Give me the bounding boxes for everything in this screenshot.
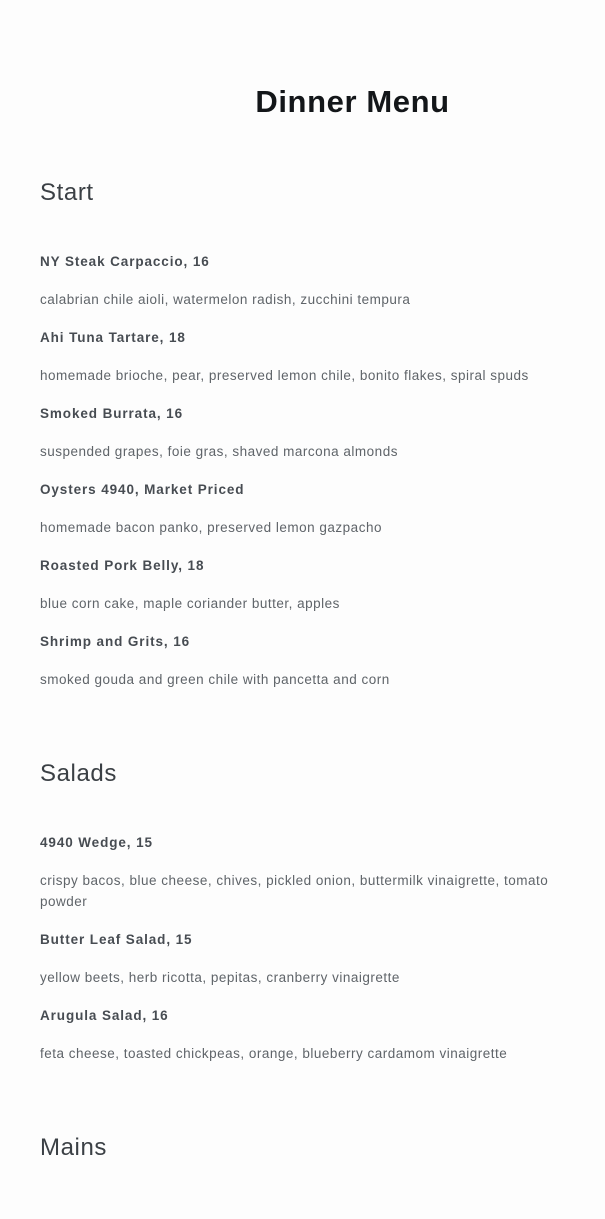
menu-section [40, 1134, 577, 1162]
menu-item-name: Arugula Salad, 16 [40, 1008, 169, 1023]
menu-item-description: yellow beets, herb ricotta, pepitas, cranberry vinaigrette [40, 970, 400, 985]
menu-item-description: smoked gouda and green chile with pancetta and corn [40, 672, 390, 687]
menu-section [40, 179, 577, 690]
section-items [40, 832, 577, 1064]
section-items [40, 251, 577, 690]
menu-item [40, 1005, 577, 1064]
menu-item [40, 631, 577, 690]
menu-item [40, 832, 577, 912]
menu-item [40, 251, 577, 310]
menu-item-name: Ahi Tuna Tartare, 18 [40, 330, 186, 345]
menu-item-name: Smoked Burrata, 16 [40, 406, 183, 421]
menu-item-description: calabrian chile aioli, watermelon radish, zucchini tempura [40, 292, 411, 307]
menu-item-name: Shrimp and Grits, 16 [40, 634, 191, 649]
menu-sections [40, 179, 577, 1162]
menu-item [40, 479, 577, 538]
section-heading: Salads [40, 760, 117, 787]
menu-item [40, 403, 577, 462]
menu-item-name: NY Steak Carpaccio, 16 [40, 254, 210, 269]
section-heading: Mains [40, 1134, 108, 1161]
menu-section [40, 760, 577, 1064]
menu-item-description: blue corn cake, maple coriander butter, apples [40, 596, 340, 611]
menu-item-description: homemade bacon panko, preserved lemon gazpacho [40, 520, 382, 535]
menu-item [40, 327, 577, 386]
menu-item-name: Butter Leaf Salad, 15 [40, 932, 193, 947]
menu-item-name: 4940 Wedge, 15 [40, 835, 153, 850]
menu-item-description: feta cheese, toasted chickpeas, orange, blueberry cardamom vinaigrette [40, 1046, 508, 1061]
section-heading: Start [40, 179, 94, 206]
menu-item-name: Roasted Pork Belly, 18 [40, 558, 205, 573]
menu-item [40, 555, 577, 614]
page-title: Dinner Menu [255, 84, 450, 119]
menu-item-description: crispy bacos, blue cheese, chives, pickled onion, buttermilk vinaigrette, tomato powder [40, 873, 549, 909]
menu-item [40, 929, 577, 988]
menu-item-name: Oysters 4940, Market Priced [40, 482, 245, 497]
menu-item-description: suspended grapes, foie gras, shaved marcona almonds [40, 444, 398, 459]
menu-item-description: homemade brioche, pear, preserved lemon chile, bonito flakes, spiral spuds [40, 368, 529, 383]
